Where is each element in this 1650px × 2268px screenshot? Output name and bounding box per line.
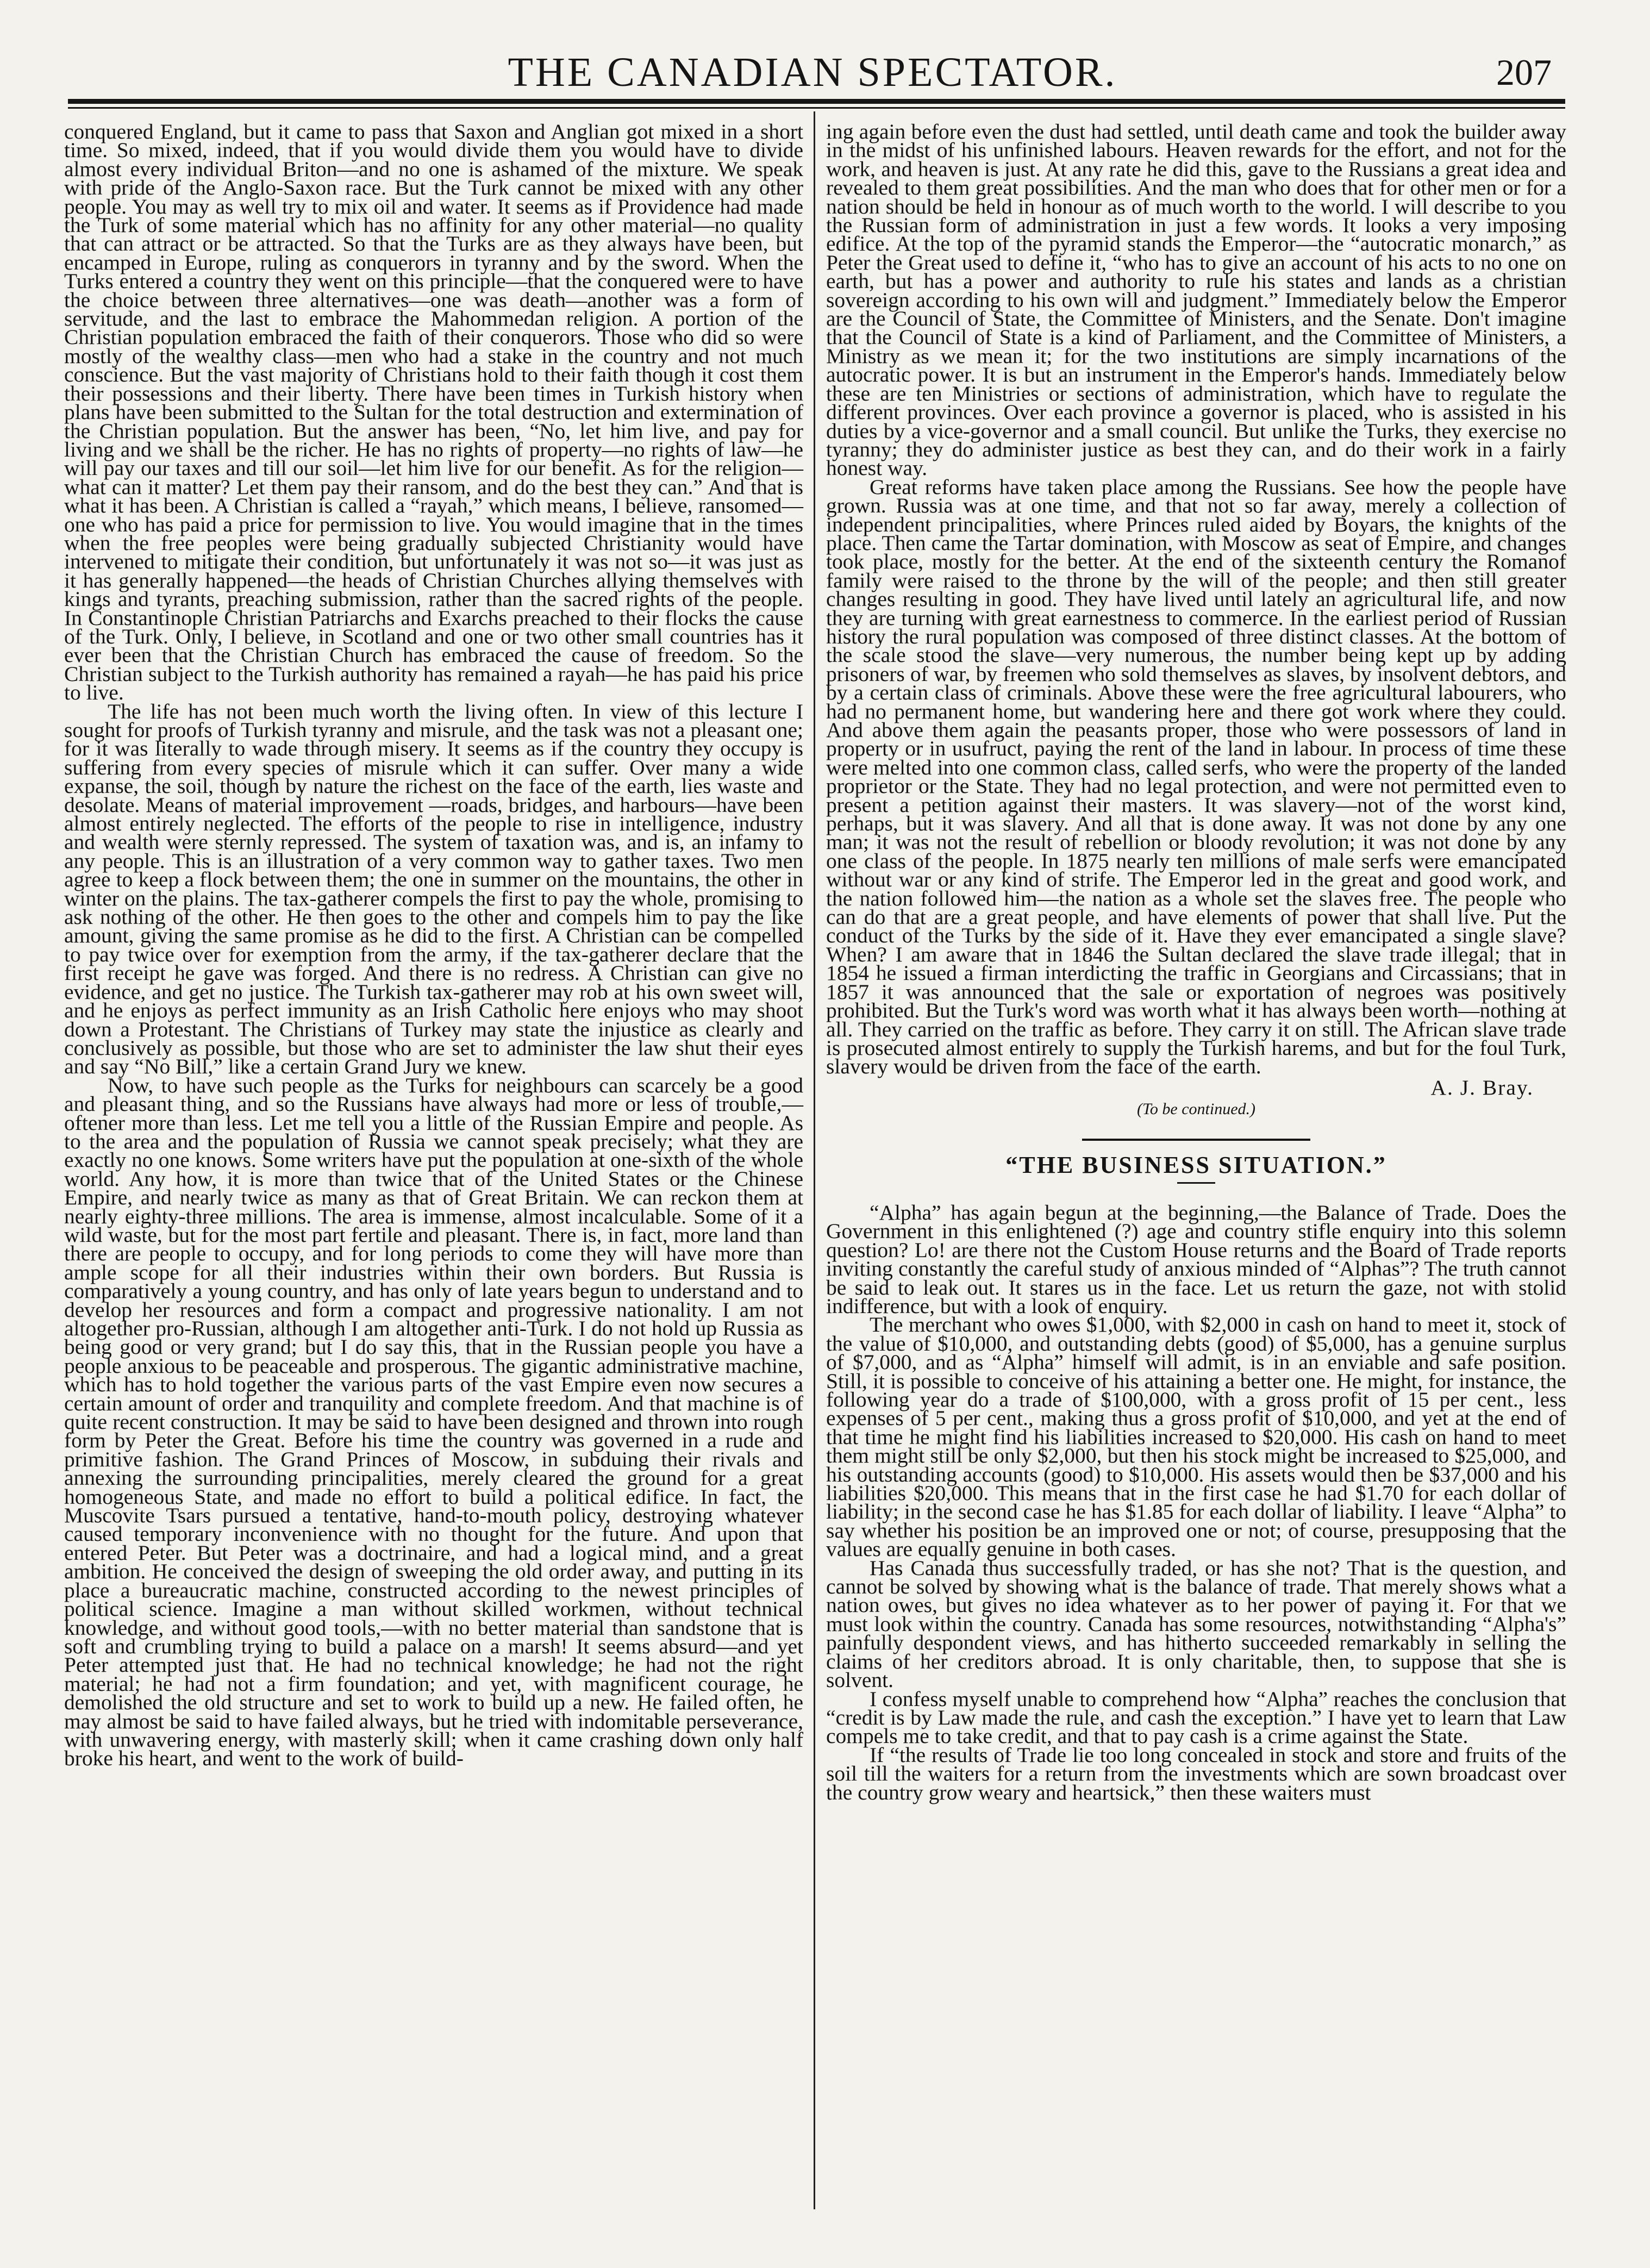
section-paragraph: I confess myself unable to comprehend how “Alpha” reaches the conclusion that “credit is by Law made the rule, and cash the exception.” I have yet to learn that Law compels me to take credit, and that to pay cash is a crime against the State. <box>826 1686 1566 1748</box>
page-number: 207 <box>1496 52 1552 93</box>
header-rule-thin <box>68 107 1565 109</box>
article-paragraph: Great reforms have taken place among the Russians. See how the people have grown. Russia was at one time, and that not so far away, merely a collection of independent principalities, where Princes ruled aided by Boyars, the knights of the place. Then came the Tartar domination, with Moscow as seat of Empire, and changes took place, mostly for the better. At the end of the sixteenth century the Romanof family were raised to the throne by the will of the people; and then still greater changes resulting in good. They have lived until lately an agricultural life, and now they are turning with great earnestness to commerce. In the earliest period of Russian history the rural population was composed of three distinct classes. At the bottom of the scale stood the slave—very numerous, the number being kept up by adding prisoners of war, by freemen who sold themselves as slaves, by insolvent debtors, and by a certain class of criminals. Above these were the free agricultural labourers, who had no permanent home, but wandering here and there got work where they could. And above them again the peasants proper, those who were possessors of land in property or in usufruct, paying the rent of the land in labour. In process of time these were melted into one common class, called serfs, who were the property of the landed proprietor or the State. They had no legal protection, and were not permitted even to present a petition against their masters. It was slavery—not of the worst kind, perhaps, but it was slavery. And all that is done away. It was not done by any one man; it was not the result of rebellion or bloody revolution; it was not done by any one class of the people. In 1875 nearly ten millions of male serfs were emancipated without war or any kind of strife. The Emperor led in the great and good work, and the nation followed him—the nation as a whole set the slaves free. The people who can do that are a great people, and have elements of power that shall live. Put the conduct of the Turks by the side of it. Have they ever emancipated a single slave? When? I am aware that in 1846 the Sultan declared the slave trade illegal; that in 1854 he issued a firman interdicting the traffic in Georgians and Circassians; that in 1857 it was announced that the sale or exportation of negroes was positively prohibited. But the Turk's word was worth what it has always been worth—nothing at all. They carried on the traffic as before. They carry it on still. The African slave trade is prosecuted almost entirely to supply the Turkish harems, and but for the foul Turk, slavery would be driven from the face of the earth. <box>826 474 1566 1079</box>
article-paragraph: The life has not been much worth the living often. In view of this lecture I sought for proofs of Turkish tyranny and misrule, and the task was not a pleasant one; for it was literally to wade through misery. It seems as if the country they occupy is suffering from every species of misrule which it can suffer. Over many a wide expanse, the soil, though by nature the richest on the face of the earth, lies waste and desolate. Means of material improvement —roads, bridges, and harbours—have been almost entirely neglected. The efforts of the people to rise in intelligence, industry and wealth were sternly repressed. The system of taxation was, and is, an infamy to any people. This is an illustration of a very common way to gather taxes. Two men agree to keep a flock between them; the one in summer on the mountains, the other in winter on the plains. The tax-gatherer compels the first to pay the whole, promising to ask nothing of the other. He then goes to the other and compels him to pay the like amount, giving the same promise as he did to the first. A Christian can be compelled to pay twice over for exemption from the army, if the tax-gatherer declare that the first receipt he gave was forged. And there is no redress. A Christian can give no evidence, and get no justice. The Turkish tax-gatherer may rob at his own sweet will, and he enjoys as perfect immunity as an Irish Catholic here enjoys who may shoot down a Protestant. The Christians of Turkey may state the injustice as clearly and conclusively as possible, but those who are set to administer the law shut their eyes and say “No Bill,” like a certain Grand Jury we knew. <box>64 699 803 1079</box>
article-paragraph: Now, to have such people as the Turks for neighbours can scarcely be a good and pleasant thing, and so the Russians have always had more or less of trouble,—oftener more than less. Let me tell you a little of the Russian Empire and people. As to the area and the population of Russia we cannot speak precisely; what they are exactly no one knows. Some writers have put the population at one-sixth of the whole world. Any how, it is more than twice that of the United States or the Chinese Empire, and nearly twice as many as that of Great Britain. We can reckon them at nearly eighty-three millions. The area is immense, almost incalculable. Some of it a wild waste, but for the most part fertile and pleasant. There is, in fact, more land than there are people to occupy, and for long periods to come they will have more than ample scope for all their industries within their own borders. But Russia is comparatively a young country, and has only of late years begun to understand and to develop her resources and form a compact and progressive nationality. I am not altogether pro-Russian, although I am altogether anti-Turk. I do not hold up Russia as being good or very grand; but I do say this, that in the Russian people you have a people anxious to be peaceable and prosperous. The gigantic administrative machine, which has to hold together the various parts of the vast Empire even now secures a certain amount of order and tranquility and complete freedom. And that machine is of quite recent construction. It may be said to have been designed and thrown into rough form by Peter the Great. Before his time the country was governed in a rude and primitive fashion. The Grand Princes of Moscow, in subduing their rivals and annexing the surrounding principalities, merely cleared the ground for a great homogeneous State, and made no effort to build a political edifice. In fact, the Muscovite Tsars pursued a tentative, hand-to-mouth policy, destroying whatever caused temporary inconvenience with no thought for the future. And upon that entered Peter. But Peter was a doctrinaire, and had a logical mind, and a great ambition. He conceived the design of sweeping the old order away, and putting in its place a bureaucratic machine, constructed according to the newest principles of political science. Imagine a man without skilled workmen, without technical knowledge, and without good tools,—with no better material than sandstone that is soft and crumbling trying to build a palace on a marsh! It seems absurd—and yet Peter attempted just that. He had no technical knowledge; he had not the right material; he had not a firm foundation; and yet, with magnificent courage, he demolished the old structure and set to work to build up a new. He failed often, he may almost be said to have failed always, but he tried with indomitable perseverance, with unwavering energy, with masterly skill; when it came crashing down only half broke his heart, and went to the work of build- <box>64 1073 803 1771</box>
section-separator <box>1082 1139 1310 1141</box>
article-paragraph: conquered England, but it came to pass that Saxon and Anglian got mixed in a short time. So mixed, indeed, that if you would divide them you would have to divide almost every individual Briton—and no one is ashamed of the mixture. We speak with pride of the Anglo-Saxon race. But the Turk cannot be mixed with any other people. You may as well try to mix oil and water. It seems as if Providence had made the Turk of some material which has no affinity for any other material—no quality that can attract or be attracted. So that the Turks are as they always have been, but encamped in Europe, ruling as conquerors in tyranny and by the sword. When the Turks entered a country they went on this principle—that the conquered were to have the choice between three alternatives—one was death—another was a form of servitude, and the last to embrace the Mahommedan religion. A portion of the Christian population embraced the faith of their conquerors. Those who did so were mostly of the wealthy class—men who had a stake in the country and not much conscience. But the vast majority of Christians hold to their faith though it cost them their possessions and their liberty. There have been times in Turkish history when plans have been submitted to the Sultan for the total destruction and extermination of the Christian population. But the answer has been, “No, let him live, and pay for living and we shall be the richer. He has no rights of property—no rights of law—he will pay our taxes and till our soil—let him live for our benefit. As for the religion—what can it matter? Let them pay their ransom, and do the best they can.” And that is what it has been. A Christian is called a “rayah,” which means, I believe, ransomed—one who has paid a price for permission to live. You would imagine that in the times when the free peoples were being gradually subjected Christianity would have intervened to mitigate their condition, but unfortunately it was not so—it was just as it has generally happened—the heads of Christian Churches allying themselves with kings and tyrants, preaching submission, rather than the sacred rights of the people. In Constantinople Christian Patriarchs and Exarchs preached to their flocks the cause of the Turk. Only, I believe, in Scotland and one or two other small countries has it ever been that the Christian Church has embraced the cause of freedom. So the Christian subject to the Turkish authority has remained a rayah—he has paid his price to live. <box>64 120 803 705</box>
column-divider <box>814 111 815 2209</box>
heading-underline <box>1177 1182 1215 1184</box>
author-signature: A. J. Bray. <box>1430 1075 1534 1099</box>
masthead <box>68 43 1557 95</box>
section-paragraph: Has Canada thus successfully traded, or has she not? That is the question, and cannot be solved by showing what is the balance of trade. That merely shows what a nation owes, but gives no idea whatever as to her power of paying it. For that we must look within the country. Canada has some resources, notwithstanding “Alpha's” painfully despondent views, and has hitherto succeeded remarkably in selling the claims of her creditors abroad. It is only charitable, then, to suppose that she is solvent. <box>826 1555 1566 1692</box>
section-paragraph: “Alpha” has again begun at the beginning,—the Balance of Trade. Does the Government in this enlightened (?) age and country stifle enquiry into this solemn question? Lo! are there not the Custom House returns and the Board of Trade reports inviting constantly the careful study of anxious minded of “Alphas”? The truth cannot be said to leak out. It stares us in the face. Let us return the gaze, not with stolid indifference, but with a look of enquiry. <box>826 1200 1566 1318</box>
header-rule-thick <box>68 99 1565 104</box>
section-heading: “THE BUSINESS SITUATION.” <box>1005 1151 1387 1178</box>
right-column <box>826 122 1566 1802</box>
publication-title: THE CANADIAN SPECTATOR. <box>508 49 1117 95</box>
article-paragraph: ing again before even the dust had settled, until death came and took the builder away in the midst of his unfinished labours. Heaven rewards for the effort, and not for the work, and heaven is just. At any rate he did this, gave to the Russians a great idea and revealed to them great possibilities. And the man who does that for other men or for a nation should be held in honour as of much worth to the world. I will describe to you the Russian form of administration in just a few words. It looks a very imposing edifice. At the top of the pyramid stands the Emperor—the “autocratic monarch,” as Peter the Great used to define it, “who has to give an account of his acts to no one on earth, but has a power and authority to rule his states and lands as a christian sovereign according to his own will and judgment.” Immediately below the Emperor are the Council of State, the Committee of Ministers, and the Senate. Don't imagine that the Council of State is a kind of Parliament, and the Committee of Ministers, a Ministry as we mean it; for the two institutions are simply incarnations of the autocratic power. It is but an instrument in the Emperor's hands. Immediately below these are ten Ministries or sections of administration, which have to regulate the different provinces. Over each province a governor is placed, who is assisted in his duties by a vice-governor and a small council. But unlike the Turks, they exercise no tyranny; they do administer justice as best they can, and do their work in a fairly honest way. <box>826 120 1566 480</box>
continued-note: (To be continued.) <box>1136 1100 1256 1119</box>
left-column <box>64 120 803 1771</box>
section-paragraph: The merchant who owes $1,000, with $2,000 in cash on hand to meet it, stock of the value of $10,000, and outstanding debts (good) of $5,000, has a genuine surplus of $7,000, and as “Alpha” himself will admit, is in an enviable and safe position. Still, it is possible to conceive of his attaining a better one. He might, for instance, the following year do a trade of $100,000, with a gross profit of 15 per cent., less expenses of 5 per cent., making thus a gross profit of $10,000, and yet at the end of that time he might find his liabilities increased to $20,000. His cash on hand to meet them might still be only $2,000, but then his stock might be increased to $25,000, and his outstanding accounts (good) to $10,000. His assets would then be $37,000 and his liabilities $20,000. This means that in the first case he had $1.70 for each dollar of liability; in the second case he has $1.85 for each dollar of liability. I leave “Alpha” to say whether his position be an improved one or not; of course, presupposing that the values are equally genuine in both cases. <box>826 1313 1566 1561</box>
section-paragraph: If “the results of Trade lie too long concealed in stock and store and fruits of the soil till the waiters for a return from the investments which are sown broadcast over the country grow weary and heartsick,” then these waiters must <box>826 1742 1566 1804</box>
